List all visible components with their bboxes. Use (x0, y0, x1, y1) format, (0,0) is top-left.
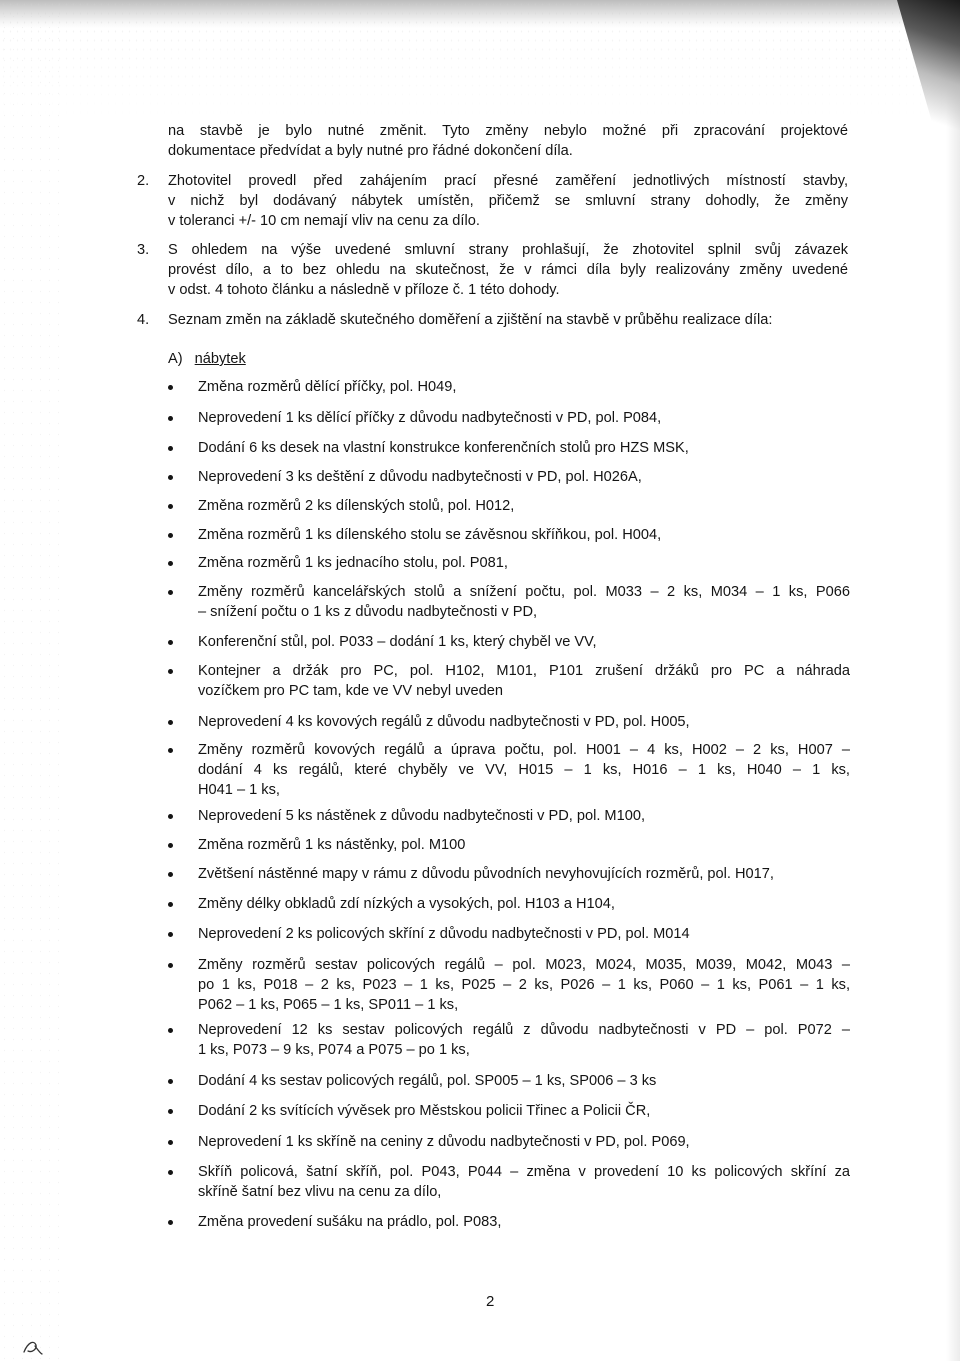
list-item-text: Dodání 4 ks sestav policových regálů, pol. SP005 – 1 ks, SP006 – 3 ks (198, 1073, 657, 1089)
list-item-text: Dodání 6 ks desek na vlastní konstrukce konferenčních stolů pro HZS MSK, (198, 440, 689, 456)
list-item-text: Změna rozměrů 2 ks dílenských stolů, pol. H012, (198, 498, 515, 514)
list-item-text: Skříň policová, šatní skříň, pol. P043, P044 – změna v provedení 10 ks policových skříní za (198, 1164, 850, 1180)
point-number: 3. (137, 242, 150, 258)
bullet-icon (168, 1140, 173, 1145)
list-item-text: po 1 ks, P018 – 2 ks, P023 – 1 ks, P025 – 2 ks, P026 – 1 ks, P060 – 1 ks, P061 – 1 ks, (198, 977, 850, 993)
point-line: v odst. 4 tohoto článku a následně v příloze č. 1 této dohody. (168, 282, 560, 298)
list-item-text: Kontejner a držák pro PC, pol. H102, M101, P101 zrušení držáků pro PC a náhrada (198, 663, 850, 679)
bullet-icon (168, 1220, 173, 1225)
list-item-text: dodání 4 ks regálů, které chyběly ve VV, H015 – 1 ks, H016 – 1 ks, H040 – 1 ks, (198, 762, 850, 778)
list-item-text: Změny délky obkladů zdí nízkých a vysokých, pol. H103 a H104, (198, 896, 615, 912)
list-item-text: – snížení počtu o 1 ks z důvodu nadbytečnosti v PD, (198, 604, 538, 620)
list-item-text: H041 – 1 ks, (198, 782, 280, 798)
bullet-icon (168, 669, 173, 674)
bullet-icon (168, 561, 173, 566)
list-item-text: Změna rozměrů 1 ks nástěnky, pol. M100 (198, 837, 466, 853)
bullet-icon (168, 843, 173, 848)
list-item-text: P062 – 1 ks, P065 – 1 ks, SP011 – 1 ks, (198, 997, 459, 1013)
list-item-text: Konferenční stůl, pol. P033 – dodání 1 ks, který chyběl ve VV, (198, 634, 597, 650)
list-item-text: vozíčkem pro PC tam, kde ve VV nebyl uveden (198, 683, 503, 699)
point-line: Zhotovitel provedl před zahájením prací přesné zaměření jednotlivých místností stavby, (168, 173, 848, 189)
bullet-icon (168, 416, 173, 421)
list-item-text: Zvětšení nástěnné mapy v rámu z důvodu původních nevyhovujících rozměrů, pol. H017, (198, 866, 774, 882)
scan-noise-top (0, 0, 960, 120)
section-label: nábytek (194, 351, 246, 367)
list-item-text: Změna rozměrů dělící příčky, pol. H049, (198, 379, 457, 395)
bullet-icon (168, 814, 173, 819)
bullet-icon (168, 963, 173, 968)
bullet-icon (168, 1079, 173, 1084)
point-number: 2. (137, 173, 150, 189)
list-item-text: Neprovedení 1 ks dělící příčky z důvodu nadbytečnosti v PD, pol. P084, (198, 410, 662, 426)
scan-noise-left (0, 0, 60, 1361)
list-item-text: Neprovedení 5 ks nástěnek z důvodu nadbytečnosti v PD, pol. M100, (198, 808, 645, 824)
list-item-text: Změny rozměrů kovových regálů a úprava počtu, pol. H001 – 4 ks, H002 – 2 ks, H007 – (198, 742, 850, 758)
list-item-text: Neprovedení 2 ks policových skříní z důvodu nadbytečnosti v PD, pol. M014 (198, 926, 690, 942)
list-item-text: Neprovedení 1 ks skříně na ceniny z důvodu nadbytečnosti v PD, pol. P069, (198, 1134, 690, 1150)
bullet-icon (168, 385, 173, 390)
list-item-text: Změna rozměrů 1 ks dílenského stolu se závěsnou skříňkou, pol. H004, (198, 527, 662, 543)
section-prefix: A) (168, 351, 183, 367)
list-item-text: Neprovedení 12 ks sestav policových regálů z důvodu nadbytečnosti v PD – pol. P072 – (198, 1022, 850, 1038)
bullet-icon (168, 1109, 173, 1114)
point-line: provést dílo, a to bez ohledu na skutečnost, že v rámci díla byly realizovány změny uvedené (168, 262, 848, 278)
list-item-text: Změny rozměrů kancelářských stolů a snížení počtu, pol. M033 – 2 ks, M034 – 1 ks, P066 (198, 584, 850, 600)
list-item-text: Neprovedení 4 ks kovových regálů z důvodu nadbytečnosti v PD, pol. H005, (198, 714, 690, 730)
bullet-icon (168, 640, 173, 645)
list-item-text: Změna rozměrů 1 ks jednacího stolu, pol. P081, (198, 555, 508, 571)
page-number: 2 (486, 1293, 495, 1310)
bullet-icon (168, 446, 173, 451)
section-heading (168, 349, 246, 369)
bullet-icon (168, 533, 173, 538)
point-number: 4. (137, 312, 150, 328)
point-line: S ohledem na výše uvedené smluvní strany prohlašují, že zhotovitel splnil svůj závazek (168, 242, 848, 258)
bullet-icon (168, 748, 173, 753)
bullet-icon (168, 475, 173, 480)
point-line: v toleranci +/- 10 cm nemají vliv na cenu za dílo. (168, 213, 480, 229)
point-line: v nichž byl dodávaný nábytek umístěn, přičemž se smluvní strany dohodly, že změny (168, 193, 848, 209)
list-item-text: Neprovedení 3 ks deštění z důvodu nadbytečnosti v PD, pol. H026A, (198, 469, 642, 485)
point-line: Seznam změn na základě skutečného doměření a zjištění na stavbě v průběhu realizace díla: (168, 312, 773, 328)
handwritten-mark-icon (22, 1336, 44, 1356)
bullet-icon (168, 932, 173, 937)
list-item-text: skříně šatní bez vlivu na cenu za dílo, (198, 1184, 442, 1200)
bullet-icon (168, 1170, 173, 1175)
bullet-icon (168, 1028, 173, 1033)
bullet-icon (168, 590, 173, 595)
bullet-icon (168, 504, 173, 509)
list-item-text: 1 ks, P073 – 9 ks, P074 a P075 – po 1 ks, (198, 1042, 470, 1058)
list-item-text: Změna provedení sušáku na prádlo, pol. P083, (198, 1214, 502, 1230)
intro-line: dokumentace předvídat a byly nutné pro řádné dokončení díla. (168, 143, 573, 159)
list-item-text: Změny rozměrů sestav policových regálů – pol. M023, M024, M035, M039, M042, M043 – (198, 957, 850, 973)
bullet-icon (168, 902, 173, 907)
bullet-icon (168, 872, 173, 877)
list-item-text: Dodání 2 ks svítících vývěsek pro Městskou policii Třinec a Policii ČR, (198, 1103, 651, 1119)
bullet-icon (168, 720, 173, 725)
intro-line: na stavbě je bylo nutné změnit. Tyto změny nebylo možné při zpracování projektové (168, 123, 848, 139)
